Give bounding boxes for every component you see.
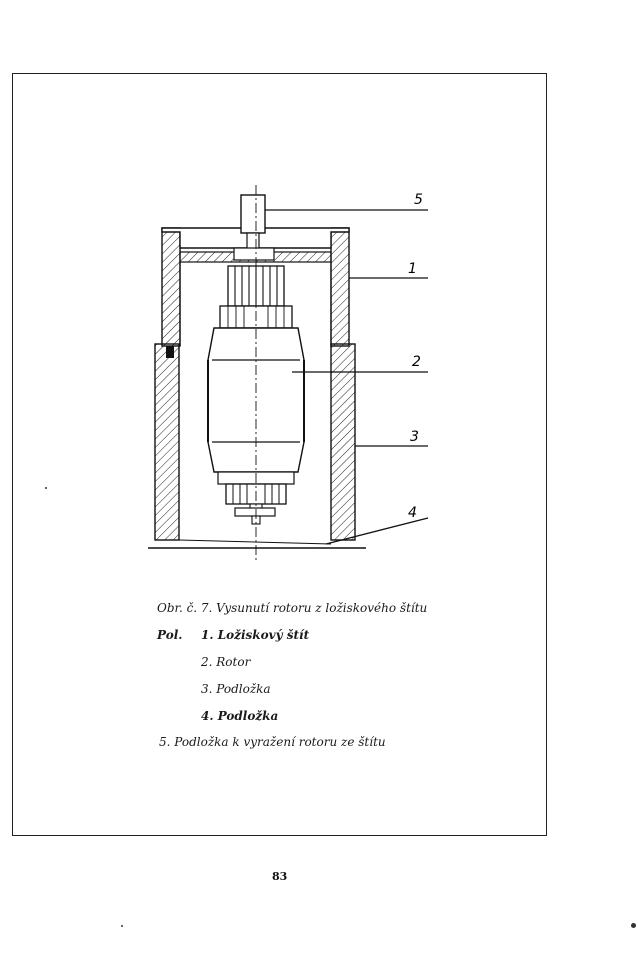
callout-2: 2 — [412, 354, 421, 370]
legend-item-2: 2. Rotor — [201, 655, 251, 669]
callout-4: 4 — [408, 505, 417, 521]
figure-caption-title: Obr. č. 7. Vysunutí rotoru z ložiskového štítu — [157, 601, 428, 615]
legend-item-5: 5. Podložka k vyražení rotoru ze štítu — [159, 735, 386, 749]
scan-speck — [121, 925, 123, 927]
legend-item-3: 3. Podložka — [201, 682, 271, 696]
scan-speck — [45, 487, 47, 489]
legend-item-4: 4. Podložka — [201, 709, 279, 723]
legend-item-1: 1. Ložiskový štít — [201, 628, 310, 642]
callout-5: 5 — [414, 192, 423, 208]
callout-3: 3 — [410, 429, 419, 445]
position-label: Pol. — [157, 628, 183, 642]
scan-speck — [631, 923, 636, 928]
page-number: 83 — [272, 870, 288, 883]
callout-1: 1 — [408, 261, 417, 277]
